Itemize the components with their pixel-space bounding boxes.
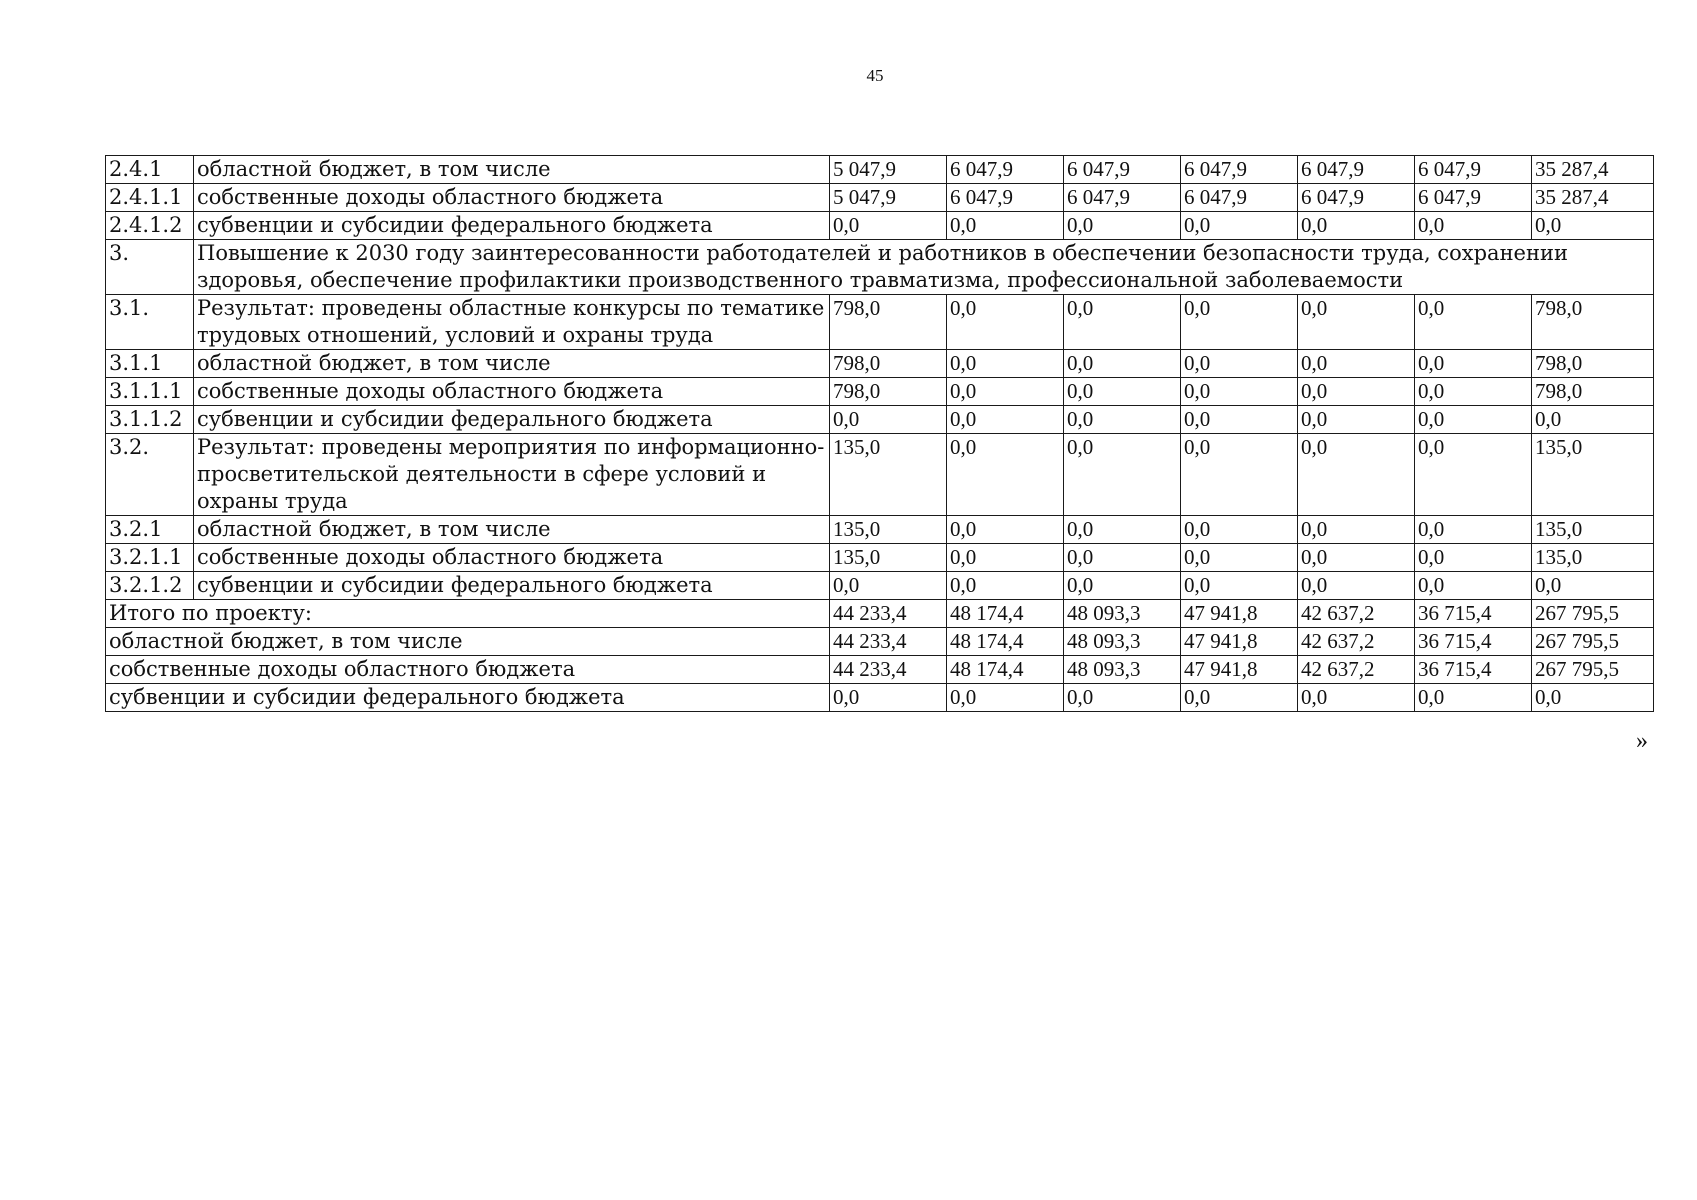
row-value: 0,0	[1181, 544, 1298, 572]
row-value: 6 047,9	[1415, 184, 1532, 212]
totals-grand-total: 267 795,5	[1532, 628, 1654, 656]
row-code: 3.2.1.1	[106, 544, 194, 572]
row-value: 0,0	[947, 350, 1064, 378]
row-value: 798,0	[830, 378, 947, 406]
row-value: 6 047,9	[947, 156, 1064, 184]
row-value: 0,0	[1298, 406, 1415, 434]
row-code: 3.1.	[106, 295, 194, 350]
row-total: 798,0	[1532, 378, 1654, 406]
totals-value: 44 233,4	[830, 600, 947, 628]
row-total: 135,0	[1532, 434, 1654, 516]
totals-value: 0,0	[1298, 684, 1415, 712]
row-value: 0,0	[1064, 434, 1181, 516]
row-code: 2.4.1.1	[106, 184, 194, 212]
row-value: 0,0	[1298, 350, 1415, 378]
row-value: 135,0	[830, 434, 947, 516]
totals-value: 0,0	[1181, 684, 1298, 712]
row-value: 798,0	[830, 295, 947, 350]
row-value: 0,0	[1064, 544, 1181, 572]
row-value: 6 047,9	[1064, 184, 1181, 212]
row-value: 6 047,9	[1415, 156, 1532, 184]
totals-label: субвенции и субсидии федерального бюджета	[106, 684, 830, 712]
row-value: 6 047,9	[1298, 156, 1415, 184]
row-value: 0,0	[1415, 544, 1532, 572]
row-value: 0,0	[1181, 350, 1298, 378]
row-value: 5 047,9	[830, 184, 947, 212]
totals-row	[106, 628, 1654, 656]
totals-grand-total: 267 795,5	[1532, 600, 1654, 628]
totals-grand-total: 0,0	[1532, 684, 1654, 712]
totals-value: 0,0	[830, 684, 947, 712]
row-name: областной бюджет, в том числе	[194, 350, 830, 378]
row-value: 0,0	[830, 212, 947, 240]
row-total: 798,0	[1532, 350, 1654, 378]
row-value: 6 047,9	[947, 184, 1064, 212]
row-name: субвенции и субсидии федерального бюджета	[194, 406, 830, 434]
totals-row	[106, 684, 1654, 712]
row-value: 6 047,9	[1181, 156, 1298, 184]
table-row	[106, 184, 1654, 212]
row-value: 0,0	[830, 406, 947, 434]
totals-value: 48 174,4	[947, 600, 1064, 628]
totals-value: 36 715,4	[1415, 628, 1532, 656]
row-value: 0,0	[1415, 434, 1532, 516]
table-row	[106, 434, 1654, 516]
row-name: областной бюджет, в том числе	[194, 156, 830, 184]
row-total: 135,0	[1532, 544, 1654, 572]
row-value: 0,0	[1415, 295, 1532, 350]
totals-value: 47 941,8	[1181, 656, 1298, 684]
table-row	[106, 572, 1654, 600]
row-value: 0,0	[1181, 406, 1298, 434]
totals-label: областной бюджет, в том числе	[106, 628, 830, 656]
row-value: 0,0	[1415, 516, 1532, 544]
row-value: 0,0	[1064, 406, 1181, 434]
row-value: 0,0	[1181, 434, 1298, 516]
row-value: 0,0	[1181, 212, 1298, 240]
table-row	[106, 516, 1654, 544]
row-value: 0,0	[947, 406, 1064, 434]
row-value: 0,0	[1415, 212, 1532, 240]
row-value: 0,0	[1181, 295, 1298, 350]
totals-value: 0,0	[1415, 684, 1532, 712]
row-value: 0,0	[1298, 572, 1415, 600]
row-code: 3.2.	[106, 434, 194, 516]
table-row	[106, 350, 1654, 378]
totals-value: 44 233,4	[830, 656, 947, 684]
row-total: 0,0	[1532, 572, 1654, 600]
row-name: Результат: проведены областные конкурсы по тематике трудовых отношений, условий и охраны труда	[194, 295, 830, 350]
totals-value: 47 941,8	[1181, 628, 1298, 656]
table-row	[106, 406, 1654, 434]
totals-row	[106, 656, 1654, 684]
row-value: 0,0	[1181, 572, 1298, 600]
table-row	[106, 295, 1654, 350]
row-value: 5 047,9	[830, 156, 947, 184]
row-value: 0,0	[1064, 378, 1181, 406]
row-name: Результат: проведены мероприятия по информационно-просветительской деятельности в сфере условий и охраны труда	[194, 434, 830, 516]
row-value: 135,0	[830, 516, 947, 544]
totals-value: 44 233,4	[830, 628, 947, 656]
row-value: 0,0	[947, 212, 1064, 240]
totals-value: 48 174,4	[947, 656, 1064, 684]
row-value: 0,0	[1064, 295, 1181, 350]
row-value: 0,0	[1064, 516, 1181, 544]
section-row	[106, 240, 1654, 295]
row-name: собственные доходы областного бюджета	[194, 184, 830, 212]
totals-value: 48 174,4	[947, 628, 1064, 656]
totals-value: 0,0	[1064, 684, 1181, 712]
row-code: 3.1.1	[106, 350, 194, 378]
row-value: 0,0	[1181, 516, 1298, 544]
row-value: 0,0	[1415, 350, 1532, 378]
row-value: 0,0	[947, 434, 1064, 516]
row-total: 35 287,4	[1532, 156, 1654, 184]
row-total: 798,0	[1532, 295, 1654, 350]
row-value: 0,0	[947, 295, 1064, 350]
row-value: 135,0	[830, 544, 947, 572]
totals-row	[106, 600, 1654, 628]
row-name: областной бюджет, в том числе	[194, 516, 830, 544]
table-row	[106, 544, 1654, 572]
row-code: 2.4.1.2	[106, 212, 194, 240]
row-value: 0,0	[1415, 406, 1532, 434]
totals-value: 48 093,3	[1064, 628, 1181, 656]
row-value: 0,0	[947, 572, 1064, 600]
row-value: 0,0	[1298, 434, 1415, 516]
row-value: 6 047,9	[1181, 184, 1298, 212]
row-value: 0,0	[1064, 572, 1181, 600]
row-value: 0,0	[830, 572, 947, 600]
row-value: 0,0	[1298, 516, 1415, 544]
row-value: 6 047,9	[1064, 156, 1181, 184]
row-value: 0,0	[1298, 544, 1415, 572]
totals-label: собственные доходы областного бюджета	[106, 656, 830, 684]
totals-value: 36 715,4	[1415, 656, 1532, 684]
page-number: 45	[866, 66, 884, 85]
closing-quote: »	[1636, 728, 1648, 754]
totals-value: 48 093,3	[1064, 656, 1181, 684]
totals-value: 42 637,2	[1298, 628, 1415, 656]
row-value: 0,0	[1064, 212, 1181, 240]
row-value: 0,0	[1298, 212, 1415, 240]
row-value: 0,0	[947, 516, 1064, 544]
row-code: 3.1.1.2	[106, 406, 194, 434]
totals-value: 42 637,2	[1298, 656, 1415, 684]
row-name: собственные доходы областного бюджета	[194, 544, 830, 572]
totals-value: 47 941,8	[1181, 600, 1298, 628]
totals-grand-total: 267 795,5	[1532, 656, 1654, 684]
row-value: 0,0	[947, 544, 1064, 572]
table-row	[106, 156, 1654, 184]
row-total: 0,0	[1532, 406, 1654, 434]
row-value: 0,0	[1415, 378, 1532, 406]
row-code: 2.4.1	[106, 156, 194, 184]
row-total: 135,0	[1532, 516, 1654, 544]
row-value: 0,0	[1181, 378, 1298, 406]
row-value: 6 047,9	[1298, 184, 1415, 212]
row-code: 3.2.1	[106, 516, 194, 544]
row-value: 0,0	[1064, 350, 1181, 378]
row-name: субвенции и субсидии федерального бюджета	[194, 212, 830, 240]
row-value: 798,0	[830, 350, 947, 378]
totals-value: 42 637,2	[1298, 600, 1415, 628]
row-total: 35 287,4	[1532, 184, 1654, 212]
row-value: 0,0	[1298, 295, 1415, 350]
section-title: Повышение к 2030 году заинтересованности работодателей и работников в обеспечении безопасности труда, сохранении здоровья, обеспечение профилактики производственного травматизма, профессиональной заболеваемости	[194, 240, 1654, 295]
row-name: собственные доходы областного бюджета	[194, 378, 830, 406]
row-code: 3.	[106, 240, 194, 295]
row-value: 0,0	[1298, 378, 1415, 406]
totals-value: 36 715,4	[1415, 600, 1532, 628]
row-name: субвенции и субсидии федерального бюджета	[194, 572, 830, 600]
table-row	[106, 212, 1654, 240]
row-total: 0,0	[1532, 212, 1654, 240]
row-value: 0,0	[947, 378, 1064, 406]
table-row	[106, 378, 1654, 406]
row-code: 3.2.1.2	[106, 572, 194, 600]
budget-table	[105, 155, 1654, 712]
row-value: 0,0	[1415, 572, 1532, 600]
totals-label: Итого по проекту:	[106, 600, 830, 628]
totals-value: 48 093,3	[1064, 600, 1181, 628]
row-code: 3.1.1.1	[106, 378, 194, 406]
totals-value: 0,0	[947, 684, 1064, 712]
